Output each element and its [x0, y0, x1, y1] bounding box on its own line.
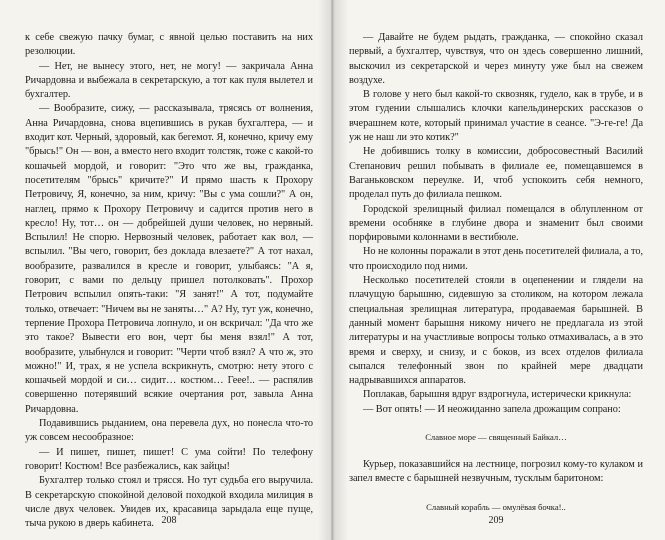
- right-page: [333, 0, 665, 540]
- song-line: Славный корабль — омулёвая бочка!..: [426, 501, 566, 512]
- paragraph: Городской зрелищный филиал помещался в облупленном от времени особняке в глубине двора и знаменит был своими порфировыми колоннами в вестибюле.: [349, 203, 643, 244]
- paragraph: — Давайте не будем рыдать, гражданка, — спокойно сказал первый, а бухгалтер, чувствуя, что он здесь совершенно лишний, выскочил из секретарской и через минуту уже был на свежем воздухе.: [349, 32, 643, 86]
- song-line: Славное море — священный Байкал…: [425, 432, 567, 443]
- paragraph: Но не колонны поражали в этот день посетителей филиала, а то, что происходило под ними.: [349, 246, 643, 272]
- paragraph: Не добившись толку в комиссии, добросовестный Василий Степанович решил побывать в филиале ее, помещавшемся в Ваганьковском переулке. И, чтоб успокоить себя немного, проделал путь до филиала пешком.: [349, 146, 643, 201]
- paragraph: — Вот опять! — И неожиданно запела дрожащим сопрано:: [363, 403, 621, 415]
- paragraph: В голове у него был какой-то сквозняк, гудело, как в трубе, и в этом гудении слышались клочки капельдинерских рассказов о вчерашнем коте, который принимал участие в сеансе. "Э-ге-ге! Да уж не наш ли это котик?": [349, 89, 643, 144]
- paragraph: — И пишет, пишет, пишет! С ума сойти! По телефону говорит! Костюм! Все разбежались, как зайцы!: [25, 446, 313, 472]
- paragraph: Несколько посетителей стояли в оцепенении и глядели на плачущую барышню, сидевшую за столиком, на котором лежала специальная зрелищная литература, продаваемая барышней. В данный момент барышня никому ничего не предлагала из этой литературы и на участливые вопросы только отмахивалась, а в это время и сверху, и снизу, и с боков, из всех отделов филиала сыпался телефонный звон по крайней мере двадцати надрывавшихся аппаратов.: [349, 275, 643, 387]
- paragraph: Поплакав, барышня вдруг вздрогнула, истерически крикнула:: [363, 389, 632, 401]
- paragraph: к себе свежую пачку бумаг, с явной целью поставить на них резолюции.: [25, 32, 313, 58]
- paragraph: — Вообразите, сижу, — рассказывала, трясясь от волнения, Анна Ричардовна, снова вцепившись в рукав бухгалтера, — и входит кот. Черный, здоровый, как бегемот. Я, конечно, кричу ему "брысь!" Он — вон, а вместо него входит толстяк, тоже с какой-то кошачьей мордой, и говорит: "Это что же вы, гражданка, посетителям "брысь" кричите?" И прямо шасть к Прохору Петровичу, Я, конечно, за ним, кричу: "Вы с ума сошли?" А он, наглец, прямо к Прохору Петровичу и садится против него в кресло! Ну, тот… он — добрейшей души человек, но нервный. Вспылил! Не спорю. Нервозный человек, работает как вол, — вспылил. "Вы чего, говорит, без доклада влезаете?" А тот нахал, вообразите, развалился в кресле и говорит, улыбаясь: "А я, говорит, с вами по дельцу пришел потолковать". Прохор Петрович вспылил опять-таки: "Я занят!" А тот, подумайте только, отвечает: "Ничем вы не заняты…" А? Ну, тут уж, конечно, терпение Прохора Петровича лопнуло, и он вскричал: "Да что же это такое? Вывести его вон, черт бы меня взял!" А тот, вообразите, улыбнулся и говорит: "Черти чтоб взял? А что ж, это можно!" И, трах, я не успела вскрикнуть, смотрю: нету этого с кошачьей мордой и си… сидит… костюм… Геее!.. — распялив совершенно потерявший всякие очертания рот, завыла Анна Ричардовна.: [25, 103, 313, 415]
- page-number: 209: [488, 515, 504, 526]
- paragraph: Курьер, показавшийся на лестнице, погрозил кому-то кулаком и запел вместе с барышней незвучным, тусклым баритоном:: [349, 459, 643, 485]
- paragraph: Бухгалтер только стоял и трясся. Но тут судьба его выручила. В секретарскую спокойной деловой походкой входила милиция в числе двух человек. Увидев их, красавица зарыдала еще пуще, тыча рукою в дверь кабинета.: [25, 475, 313, 530]
- page-number: 208: [161, 515, 177, 526]
- paragraph: — Нет, не вынесу этого, нет, не могу! — закричала Анна Ричардовна и выбежала в секретарскую, а тот как пуля вылетел и бухгалтер.: [25, 60, 313, 101]
- left-page: [0, 0, 331, 540]
- paragraph: Подавившись рыданием, она перевела дух, но понесла что-то уж совсем несообразное:: [25, 418, 313, 444]
